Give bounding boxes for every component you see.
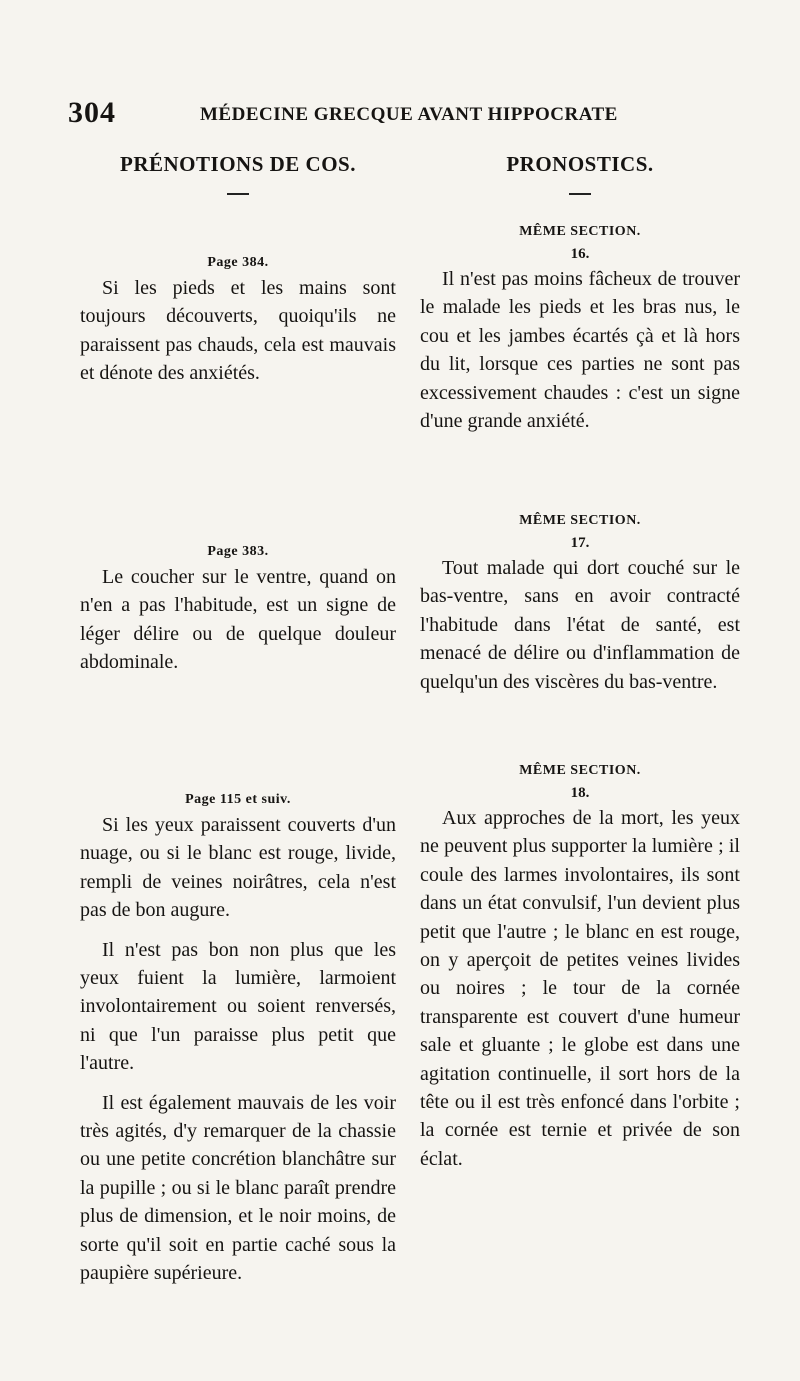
paragraph: Tout malade qui dort couché sur le bas-ventre, sans en avoir contracté l'habitude dans l'état de santé, est menacé de délire ou d'inflammation de quelqu'un des viscères du bas-ventre. — [420, 557, 740, 693]
paragraph: Le coucher sur le ventre, quand on n'en a pas l'habitude, est un signe de léger délire ou de quelque douleur abdominale. — [80, 566, 396, 674]
section-heading: MÊME SECTION. — [519, 513, 641, 528]
left-section-1 — [80, 252, 396, 388]
right-section-16 — [420, 221, 740, 435]
aphorism-number: 17. — [570, 535, 590, 551]
page-number: 304 — [68, 96, 116, 129]
paragraph: Aux approches de la mort, les yeux ne peuvent plus supporter la lumière ; il coule des larmes involontaires, ils sont dans un état convulsif, l'un devient plus petit que l'autre ; le blanc en est rouge, on y aperçoit de petites veines livides ou noires ; le tour de la cornée transparente est couvert d'une humeur sale et gluante ; le globe est dans une agitation continuelle, il sort hors de la tête ou il est très enfoncé dans l'orbite ; la cornée est ternie et privée de son éclat. — [420, 807, 740, 1170]
running-title: MÉDECINE GRECQUE AVANT HIPPOCRATE — [200, 104, 618, 125]
right-section-17 — [420, 510, 740, 696]
paragraph: Il est également mauvais de les voir très agités, d'y remarquer de la chassie ou une petite concrétion blanchâtre sur la pupille ; ou si le blanc paraît prendre plus de dimension, et le noir moins, de sorte qu'il soit en partie caché sous la paupière supérieure. — [80, 1091, 396, 1285]
section-heading: MÊME SECTION. — [519, 763, 641, 778]
aphorism-number: 16. — [570, 246, 590, 262]
page-reference: Page 384. — [207, 255, 269, 270]
page-reference: Page 383. — [207, 544, 269, 559]
title-rule — [227, 193, 249, 195]
page-reference: Page 115 et suiv. — [185, 792, 291, 807]
right-section-18 — [420, 760, 740, 1173]
paragraph: Il n'est pas bon non plus que les yeux fuient la lumière, larmoient involontairement ou soient renversés, ni que l'un paraisse plus petit que l'autre. — [80, 938, 396, 1075]
paragraph: Si les pieds et les mains sont toujours découverts, quoiqu'ils ne paraissent pas chauds, cela est mauvais et dénote des anxiétés. — [80, 277, 396, 385]
left-section-2 — [80, 541, 396, 677]
paragraph: Il n'est pas moins fâcheux de trouver le malade les pieds et les bras nus, le cou et les jambes écartés çà et là hors du lit, lorsque ces parties ne sont pas excessivement chaudes : c'est un signe d'une grande anxiété. — [420, 268, 740, 433]
title-rule — [569, 193, 591, 195]
right-column-title: PRONOSTICS. — [506, 152, 654, 176]
running-head — [68, 96, 748, 136]
left-column-title: PRÉNOTIONS DE COS. — [120, 152, 356, 176]
section-heading: MÊME SECTION. — [519, 224, 641, 239]
paragraph: Si les yeux paraissent couverts d'un nuage, ou si le blanc est rouge, livide, rempli de veines noirâtres, cela n'est pas de bon augure. — [80, 814, 396, 922]
aphorism-number: 18. — [570, 785, 590, 801]
left-section-3 — [80, 789, 396, 1288]
